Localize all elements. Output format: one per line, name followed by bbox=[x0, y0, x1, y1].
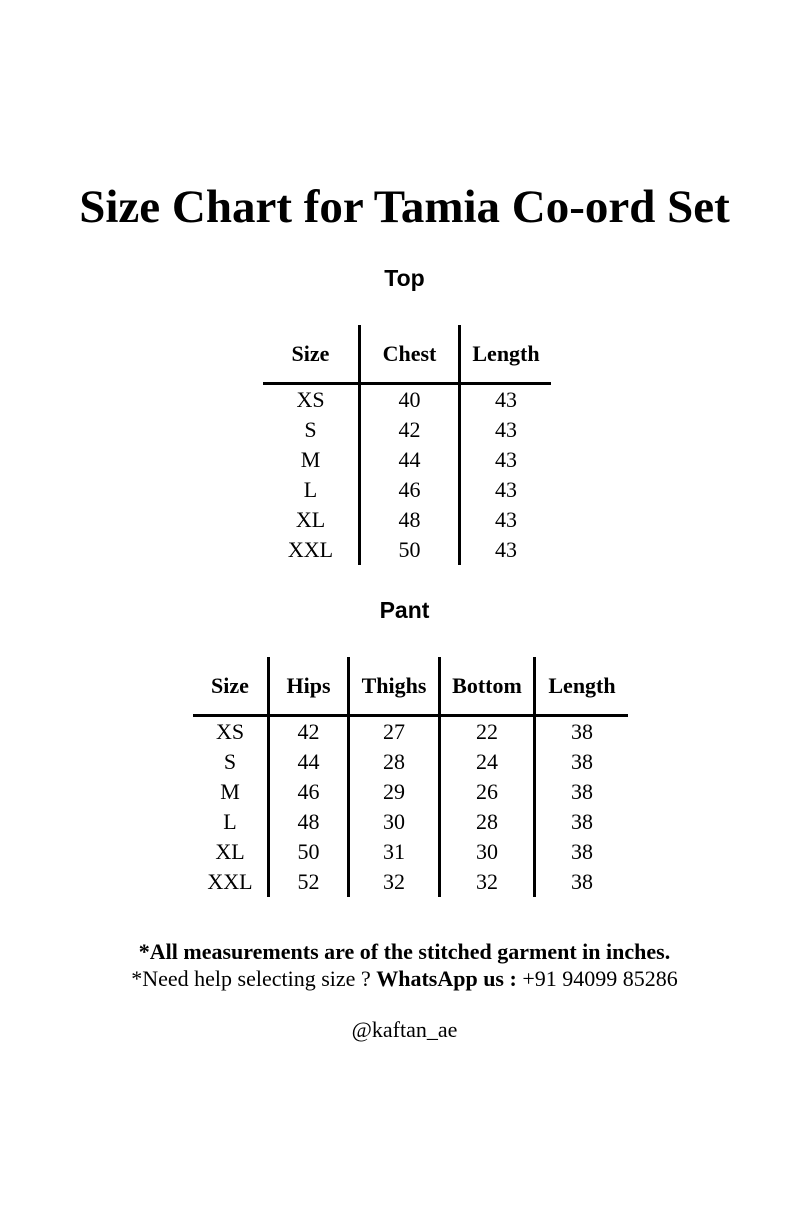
top-cell-length: 43 bbox=[495, 447, 517, 472]
top-section-title: Top bbox=[384, 265, 425, 291]
pant-header-length: Length bbox=[535, 657, 629, 716]
top-cell-size: XS bbox=[263, 384, 360, 416]
top-header-chest: Chest bbox=[360, 325, 460, 384]
top-cell-size: L bbox=[263, 475, 360, 505]
table-row bbox=[263, 475, 551, 505]
pant-header-size: Size bbox=[193, 657, 269, 716]
pant-cell-length: 38 bbox=[571, 809, 593, 834]
top-cell-length: 43 bbox=[495, 387, 517, 412]
pant-cell-hips: 52 bbox=[269, 867, 349, 897]
pant-cell-hips: 46 bbox=[269, 777, 349, 807]
pant-size-table bbox=[193, 657, 628, 897]
pant-cell-size: S bbox=[193, 747, 269, 777]
table-row bbox=[263, 445, 551, 475]
top-header-size: Size bbox=[263, 325, 360, 384]
pant-cell-thighs: 32 bbox=[349, 867, 440, 897]
table-row bbox=[193, 867, 628, 897]
top-cell-chest: 42 bbox=[360, 415, 460, 445]
whatsapp-label: WhatsApp us : bbox=[376, 966, 523, 991]
top-cell-chest: 48 bbox=[360, 505, 460, 535]
top-cell-size: XL bbox=[263, 505, 360, 535]
top-cell-length: 43 bbox=[495, 507, 517, 532]
top-cell-size: XXL bbox=[263, 535, 360, 565]
pant-cell-bottom: 26 bbox=[440, 777, 535, 807]
pant-cell-thighs: 29 bbox=[349, 777, 440, 807]
top-header-row bbox=[263, 325, 551, 384]
table-row bbox=[193, 777, 628, 807]
pant-cell-bottom: 30 bbox=[440, 837, 535, 867]
pant-header-bottom: Bottom bbox=[440, 657, 535, 716]
pant-cell-length: 38 bbox=[571, 719, 593, 744]
top-cell-size: M bbox=[263, 445, 360, 475]
help-note-prefix: *Need help selecting size ? bbox=[131, 966, 377, 991]
table-row bbox=[193, 716, 628, 748]
pant-cell-hips: 50 bbox=[269, 837, 349, 867]
pant-section-title: Pant bbox=[379, 597, 430, 623]
social-handle: @kaftan_ae bbox=[351, 1017, 458, 1042]
pant-cell-thighs: 28 bbox=[349, 747, 440, 777]
help-note bbox=[0, 965, 809, 992]
top-size-table bbox=[263, 325, 551, 565]
pant-cell-length: 38 bbox=[571, 749, 593, 774]
top-cell-chest: 40 bbox=[360, 384, 460, 416]
pant-cell-size: M bbox=[193, 777, 269, 807]
table-row bbox=[263, 535, 551, 565]
table-row bbox=[263, 415, 551, 445]
pant-cell-thighs: 30 bbox=[349, 807, 440, 837]
whatsapp-phone: +91 94099 85286 bbox=[522, 966, 678, 991]
measurement-note: *All measurements are of the stitched garment in inches. bbox=[138, 939, 671, 964]
pant-cell-bottom: 24 bbox=[440, 747, 535, 777]
pant-cell-hips: 48 bbox=[269, 807, 349, 837]
top-cell-length: 43 bbox=[495, 477, 517, 502]
pant-cell-bottom: 32 bbox=[440, 867, 535, 897]
page-title: Size Chart for Tamia Co-ord Set bbox=[79, 181, 730, 233]
table-row bbox=[193, 807, 628, 837]
pant-cell-size: XL bbox=[193, 837, 269, 867]
table-row bbox=[193, 747, 628, 777]
pant-cell-length: 38 bbox=[571, 779, 593, 804]
top-cell-chest: 46 bbox=[360, 475, 460, 505]
pant-cell-hips: 42 bbox=[269, 716, 349, 748]
pant-header-thighs: Thighs bbox=[349, 657, 440, 716]
pant-cell-thighs: 31 bbox=[349, 837, 440, 867]
table-row bbox=[263, 384, 551, 416]
pant-header-hips: Hips bbox=[269, 657, 349, 716]
pant-cell-size: XS bbox=[193, 716, 269, 748]
top-header-length: Length bbox=[460, 325, 552, 384]
top-cell-length: 43 bbox=[495, 537, 517, 562]
top-cell-length: 43 bbox=[495, 417, 517, 442]
top-cell-size: S bbox=[263, 415, 360, 445]
pant-cell-hips: 44 bbox=[269, 747, 349, 777]
pant-cell-bottom: 28 bbox=[440, 807, 535, 837]
pant-cell-size: L bbox=[193, 807, 269, 837]
pant-cell-length: 38 bbox=[571, 839, 593, 864]
notes bbox=[0, 938, 809, 992]
top-cell-chest: 50 bbox=[360, 535, 460, 565]
table-row bbox=[263, 505, 551, 535]
pant-header-row bbox=[193, 657, 628, 716]
pant-cell-thighs: 27 bbox=[349, 716, 440, 748]
top-cell-chest: 44 bbox=[360, 445, 460, 475]
table-row bbox=[193, 837, 628, 867]
pant-cell-bottom: 22 bbox=[440, 716, 535, 748]
pant-cell-length: 38 bbox=[571, 869, 593, 894]
pant-cell-size: XXL bbox=[193, 867, 269, 897]
